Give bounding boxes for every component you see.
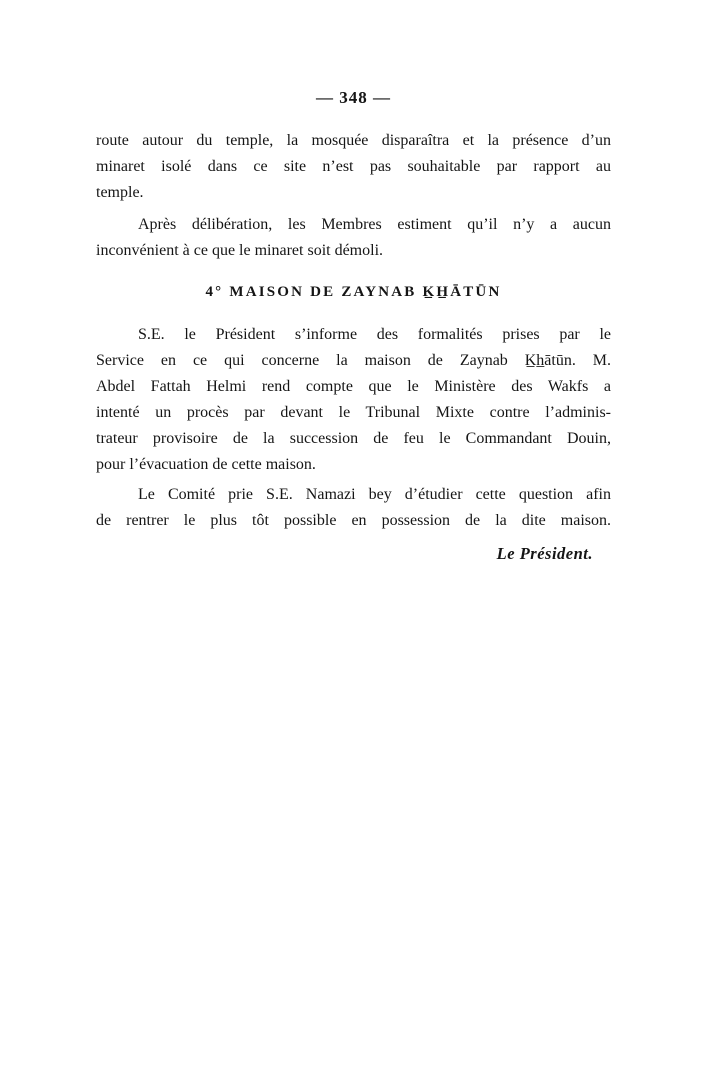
section-heading: 4° MAISON DE ZAYNAB K̲H̲ĀTŪN: [205, 284, 502, 300]
text-line: temple.: [96, 184, 144, 201]
text-line: intenté un procès par devant le Tribunal Mixte contre l’adminis-: [96, 404, 611, 421]
text-line: Service en ce qui concerne la maison de Zaynab K̲h̲ātūn. M.: [96, 352, 611, 369]
paragraph: [96, 482, 611, 534]
text-line: pour l’évacuation de cette maison.: [96, 456, 316, 473]
page-number: — 348 —: [316, 88, 391, 107]
paragraph: [96, 128, 611, 206]
text-line: trateur provisoire de la succession de feu le Commandant Douin,: [96, 430, 611, 447]
paragraph: [96, 212, 611, 264]
text-line: Le Comité prie S.E. Namazi bey d’étudier cette question afin: [138, 486, 611, 503]
text-line: Abdel Fattah Helmi rend compte que le Ministère des Wakfs a: [96, 378, 611, 395]
text-line: minaret isolé dans ce site n’est pas souhaitable par rapport au: [96, 158, 611, 175]
paragraph: [96, 322, 611, 478]
text-block: [96, 0, 611, 564]
text-line: Après délibération, les Membres estiment qu’il n’y a aucun: [138, 216, 611, 233]
signature-le-president: Le Président.: [496, 544, 593, 563]
text-line: S.E. le Président s’informe des formalités prises par le: [138, 326, 611, 343]
text-line: inconvénient à ce que le minaret soit démoli.: [96, 242, 384, 259]
text-line: de rentrer le plus tôt possible en possession de la dite maison.: [96, 512, 611, 529]
text-line: route autour du temple, la mosquée disparaîtra et la présence d’un: [96, 132, 611, 149]
